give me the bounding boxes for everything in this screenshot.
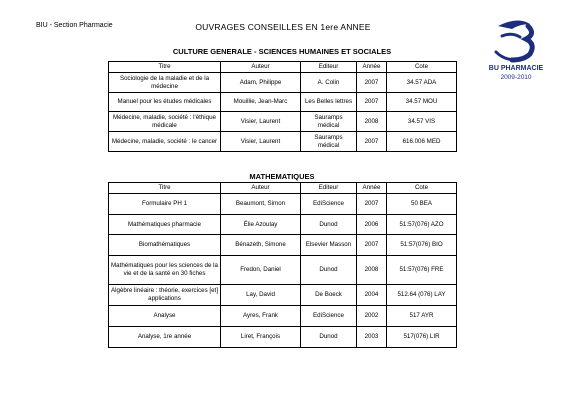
table-cell: Lay, David: [221, 285, 301, 306]
table-cell: 2008: [357, 256, 387, 285]
column-header: Année: [357, 62, 387, 73]
section-title: CULTURE GENERALE - SCIENCES HUMAINES ET SOCIALES: [172, 47, 392, 56]
column-header: Titre: [109, 183, 221, 194]
table-cell: Mathématiques pour les sciences de la vie et de la santé en 30 fiches: [109, 256, 221, 285]
table-cell: 2007: [357, 93, 387, 112]
table-cell: Bénazeth, Simone: [221, 235, 301, 256]
table-cell: Mouillie, Jean-Marc: [221, 93, 301, 112]
table-cell: 34.57 VIS: [387, 112, 457, 132]
table-cell: Elsevier Masson: [301, 235, 357, 256]
column-header: Editeur: [301, 62, 357, 73]
table-cell: Beaumont, Simon: [221, 194, 301, 215]
table-row: [109, 306, 457, 327]
column-header: Cote: [387, 183, 457, 194]
bu-logo-icon: [490, 14, 540, 64]
table-mathematiques: [108, 182, 457, 348]
page-title: OUVRAGES CONSEILLES EN 1ere ANNEE: [195, 22, 371, 32]
table-cell: A. Colin: [301, 73, 357, 93]
table-cell: Visier, Laurent: [221, 112, 301, 132]
table-row: [109, 285, 457, 306]
table-cell: EdiScience: [301, 194, 357, 215]
table-row: [109, 73, 457, 93]
table-cell: De Boeck: [301, 285, 357, 306]
table-cell: 2007: [357, 194, 387, 215]
table-cell: Mathématiques pharmacie: [109, 215, 221, 235]
table-cell: Sociologie de la maladie et de la médecine: [109, 73, 221, 93]
table-cell: 2007: [357, 73, 387, 93]
table-cell: Élie Azoulay: [221, 215, 301, 235]
table-cell: Formulaire PH 1: [109, 194, 221, 215]
table-culture-generale: [108, 61, 457, 152]
table-row: [109, 256, 457, 285]
column-header: Cote: [387, 62, 457, 73]
table-cell: Sauramps médical: [301, 112, 357, 132]
column-header: Auteur: [221, 183, 301, 194]
table-cell: 2004: [357, 285, 387, 306]
table-cell: 2008: [357, 112, 387, 132]
table-cell: 517 AYR: [387, 306, 457, 327]
table-cell: Dunod: [301, 215, 357, 235]
table-cell: 2007: [357, 235, 387, 256]
table-cell: EdiScience: [301, 306, 357, 327]
column-header: Auteur: [221, 62, 301, 73]
table-cell: 51:57(076) FRE: [387, 256, 457, 285]
table-cell: Adam, Philippe: [221, 73, 301, 93]
table-row: [109, 93, 457, 112]
bu-pharmacie-logo: [488, 14, 544, 82]
table-header-row: [109, 62, 457, 73]
table-cell: Visier, Laurent: [221, 132, 301, 152]
table-row: [109, 327, 457, 348]
table-cell: Sauramps médical: [301, 132, 357, 152]
table-cell: Fredon, Daniel: [221, 256, 301, 285]
table-cell: 517(076) LIR: [387, 327, 457, 348]
table-row: [109, 235, 457, 256]
table-cell: Les Belles lettres: [301, 93, 357, 112]
table-row: [109, 132, 457, 152]
section-title: MATHEMATIQUES: [249, 172, 315, 181]
header-left: BIU - Section Pharmacie: [36, 22, 113, 29]
table-cell: 2003: [357, 327, 387, 348]
table-cell: Algèbre linéaire : théorie, exercices [et] applications: [109, 285, 221, 306]
table-cell: Biomathématiques: [109, 235, 221, 256]
table-cell: Dunod: [301, 256, 357, 285]
table-cell: 2006: [357, 215, 387, 235]
table-cell: Analyse: [109, 306, 221, 327]
table-cell: Médecine, maladie, société : le cancer: [109, 132, 221, 152]
column-header: Titre: [109, 62, 221, 73]
logo-year: 2009-2010: [500, 74, 532, 81]
table-cell: 50 BEA: [387, 194, 457, 215]
table-row: [109, 215, 457, 235]
table-row: [109, 194, 457, 215]
table-cell: 2007: [357, 132, 387, 152]
table-cell: Liret, François: [221, 327, 301, 348]
table-cell: Ayres, Frank: [221, 306, 301, 327]
table-cell: 51:57(076) AZO: [387, 215, 457, 235]
table-cell: 512.64 (076) LAY: [387, 285, 457, 306]
table-cell: 2002: [357, 306, 387, 327]
table-cell: 616.006 MED: [387, 132, 457, 152]
table-cell: Analyse, 1re année: [109, 327, 221, 348]
table-cell: Médecine, maladie, société : l'éthique médicale: [109, 112, 221, 132]
logo-name: BU PHARMACIE: [488, 65, 544, 72]
table-row: [109, 112, 457, 132]
table-cell: Dunod: [301, 327, 357, 348]
table-header-row: [109, 183, 457, 194]
table-cell: 51:57(076) BIO: [387, 235, 457, 256]
table-cell: 34.57 ADA: [387, 73, 457, 93]
column-header: Année: [357, 183, 387, 194]
table-cell: 34.57 MOU: [387, 93, 457, 112]
table-cell: Manuel pour les études médicales: [109, 93, 221, 112]
column-header: Editeur: [301, 183, 357, 194]
